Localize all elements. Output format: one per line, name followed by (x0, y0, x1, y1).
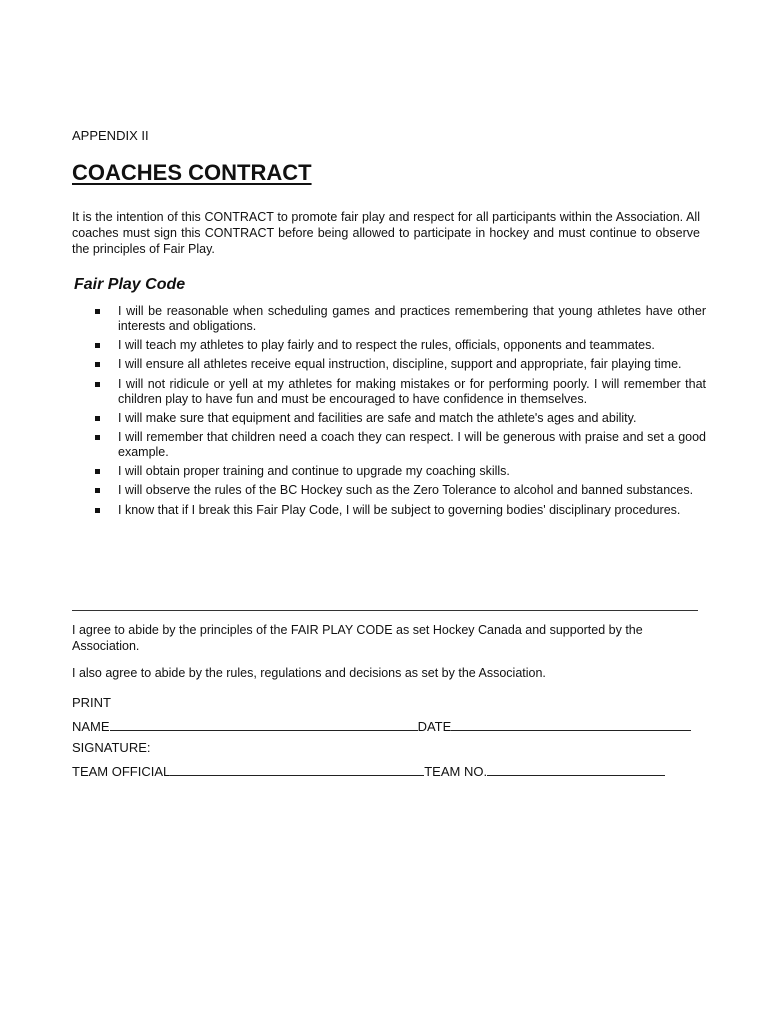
date-label: DATE (417, 719, 452, 734)
signature-label: SIGNATURE: (72, 740, 151, 755)
list-item (72, 483, 706, 498)
list-item-text: I will be reasonable when scheduling games and practices remembering that young athletes have other interests and obligations. (118, 304, 706, 333)
list-item (72, 304, 706, 334)
bullet-icon (95, 362, 100, 367)
bullet-icon (95, 435, 100, 440)
bullet-icon (95, 469, 100, 474)
list-item (72, 430, 706, 460)
name-label: NAME (72, 719, 110, 734)
print-label: PRINT (72, 695, 111, 710)
list-item-text: I will remember that children need a coach they can respect. I will be generous with praise and set a good example. (118, 429, 706, 459)
team-official-label: TEAM OFFICIAL (72, 764, 171, 779)
association-agreement: I also agree to abide by the rules, regulations and decisions as set by the Association. (72, 666, 546, 680)
appendix-label: APPENDIX II (72, 128, 149, 143)
team-no-field[interactable] (487, 763, 665, 776)
bullet-icon (95, 508, 100, 513)
list-item (72, 357, 706, 372)
fair-play-list (72, 304, 706, 522)
list-item (72, 377, 706, 407)
list-item (72, 411, 706, 426)
list-item-text: I will observe the rules of the BC Hockey such as the Zero Tolerance to alcohol and banned substances. (118, 483, 694, 498)
list-item (72, 464, 706, 479)
team-official-field[interactable] (170, 763, 424, 776)
list-item-text: I will teach my athletes to play fairly and to respect the rules, officials, opponents and teammates. (118, 338, 655, 353)
bullet-icon (95, 382, 100, 387)
name-date-row (72, 718, 691, 734)
section-divider (72, 610, 698, 611)
bullet-icon (95, 488, 100, 493)
name-field[interactable] (110, 718, 418, 731)
list-item-text: I will make sure that equipment and facilities are safe and match the athlete's ages and ability. (118, 410, 637, 425)
fair-play-heading: Fair Play Code (74, 276, 186, 293)
list-item (72, 338, 706, 353)
list-item-text: I know that if I break this Fair Play Code, I will be subject to governing bodies' disciplinary procedures. (118, 502, 681, 517)
date-field[interactable] (451, 718, 691, 731)
list-item (72, 503, 706, 518)
list-item-text: I will obtain proper training and continue to upgrade my coaching skills. (118, 464, 510, 479)
agreement-statement: I agree to abide by the principles of the FAIR PLAY CODE as set Hockey Canada and supported by the Association. (72, 623, 643, 653)
bullet-icon (95, 416, 100, 421)
list-item-text: I will not ridicule or yell at my athletes for making mistakes or for performing poorly. I will remember that children play to have fun and must be encouraged to have confidence in themselves. (118, 376, 706, 406)
list-item-text: I will ensure all athletes receive equal instruction, discipline, support and appropriate, fair playing time. (118, 357, 682, 372)
team-no-label: TEAM NO. (424, 764, 488, 779)
team-row (72, 763, 665, 779)
bullet-icon (95, 343, 100, 348)
bullet-icon (95, 309, 100, 314)
document-title: COACHES CONTRACT (72, 160, 312, 185)
intro-paragraph: It is the intention of this CONTRACT to promote fair play and respect for all participants within the Association. All coaches must sign this CONTRACT before being allowed to participate in hockey and must continue to observe the principles of Fair Play. (72, 210, 700, 256)
